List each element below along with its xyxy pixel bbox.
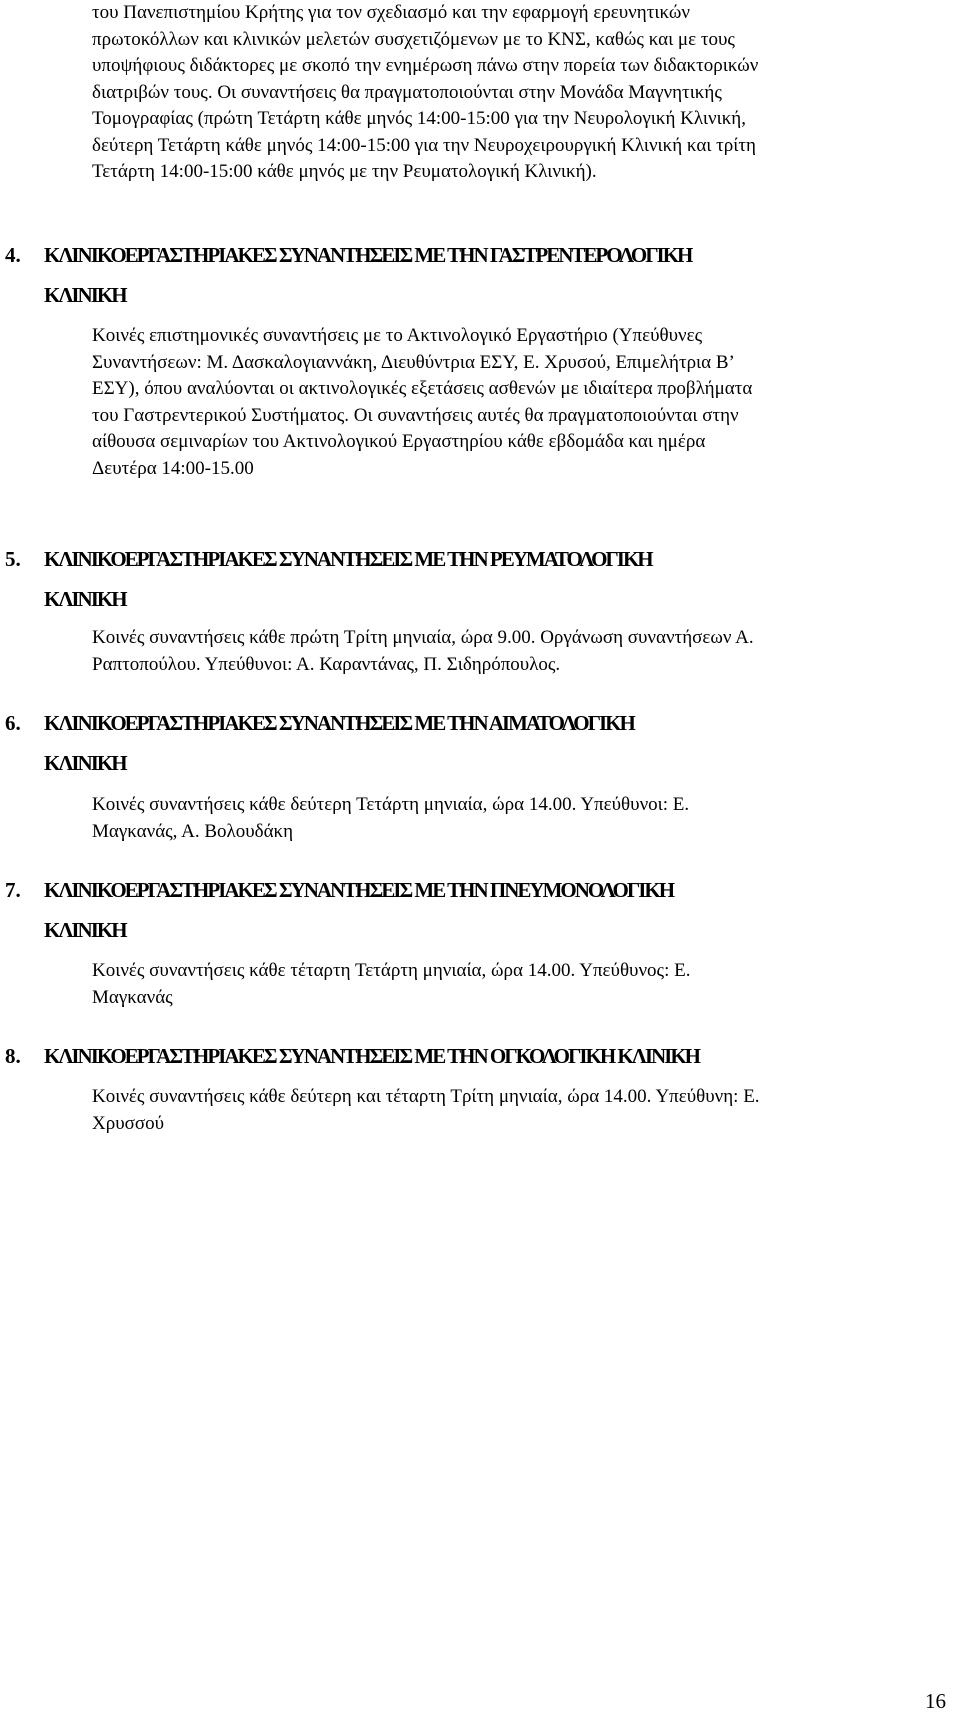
section-title-line: ΚΛΙΝΙΚΟΕΡΓΑΣΤΗΡΙΑΚΕΣ ΣΥΝΑΝΤΗΣΕΙΣ ΜΕ ΤΗΝ ΟΓΚΟΛΟΓΙΚΗ ΚΛΙΝΙΚΗ: [44, 1044, 700, 1068]
section-heading-6: [0, 703, 960, 783]
section-body-line: Χρυσσού: [92, 1112, 165, 1134]
section-body-line: Μαγκανάς, Α. Βολουδάκη: [92, 820, 294, 842]
section-title-line: ΚΛΙΝΙΚΟΕΡΓΑΣΤΗΡΙΑΚΕΣ ΣΥΝΑΝΤΗΣΕΙΣ ΜΕ ΤΗΝ ΓΑΣΤΡΕΝΤΕΡΟΛΟΓΙΚΗ: [44, 243, 692, 267]
section-body-line: Μαγκανάς: [92, 986, 173, 1008]
section-title-line: ΚΛΙΝΙΚΗ: [44, 918, 126, 942]
intro-line: του Πανεπιστημίου Κρήτης για τον σχεδιασμό και την εφαρμογή ερευνητικών: [92, 2, 690, 23]
section-number: 6.: [5, 711, 21, 735]
section-number: 8.: [5, 1044, 21, 1068]
intro-line: υποψήφιους διδάκτορες με σκοπό την ενημέρωση πάνω στην πορεία των διδακτορικών: [92, 55, 759, 76]
section-title-line: ΚΛΙΝΙΚΗ: [44, 587, 126, 611]
section-body-line: Κοινές συναντήσεις κάθε πρώτη Τρίτη μηνιαία, ώρα 9.00. Οργάνωση συναντήσεων Α.: [92, 627, 754, 648]
section-title-line: ΚΛΙΝΙΚΗ: [44, 283, 126, 307]
intro-line: δεύτερη Τετάρτη κάθε μηνός 14:00-15:00 για την Νευροχειρουργική Κλινική και τρίτη: [92, 134, 756, 156]
section-body-line: Κοινές επιστημονικές συναντήσεις με το Ακτινολογικό Εργαστήριο (Υπεύθυνες: [92, 325, 703, 346]
section-title-line: ΚΛΙΝΙΚΟΕΡΓΑΣΤΗΡΙΑΚΕΣ ΣΥΝΑΝΤΗΣΕΙΣ ΜΕ ΤΗΝ ΑΙΜΑΤΟΛΟΓΙΚΗ: [44, 711, 634, 735]
section-body-line: ΕΣΥ), όπου αναλύονται οι ακτινολογικές εξετάσεις ασθενών με ιδιαίτερα προβλήματα: [92, 378, 753, 399]
section-title-line: ΚΛΙΝΙΚΟΕΡΓΑΣΤΗΡΙΑΚΕΣ ΣΥΝΑΝΤΗΣΕΙΣ ΜΕ ΤΗΝ ΠΝΕΥΜΟΝΟΛΟΓΙΚΗ: [44, 878, 674, 902]
intro-paragraph: [92, 0, 892, 186]
section-body-line: του Γαστρεντερικού Συστήματος. Οι συναντήσεις αυτές θα πραγματοποιούνται στην: [92, 404, 739, 426]
section-body-line: Κοινές συναντήσεις κάθε δεύτερη Τετάρτη μηνιαία, ώρα 14.00. Υπεύθυνοι: Ε.: [92, 794, 690, 815]
intro-line: πρωτοκόλλων και κλινικών μελετών συσχετιζόμενων με το ΚΝΣ, καθώς και με τους: [92, 28, 735, 50]
section-heading-5: [0, 539, 960, 619]
section-heading-4: [0, 235, 960, 315]
section-body-line: Ραπτοπούλου. Υπεύθυνοι: Α. Καραντάνας, Π. Σιδηρόπουλος.: [92, 653, 561, 675]
section-heading-7: [0, 870, 960, 950]
section-body-5: [92, 625, 892, 678]
section-body-line: Συναντήσεων: Μ. Δασκαλογιαννάκη, Διευθύντρια ΕΣΥ, Ε. Χρυσού, Επιμελήτρια Β’: [92, 351, 735, 373]
section-body-line: Κοινές συναντήσεις κάθε τέταρτη Τετάρτη μηνιαία, ώρα 14.00. Υπεύθυνος: Ε.: [92, 960, 691, 981]
page-number: 16: [925, 1689, 946, 1713]
intro-line: Τετάρτη 14:00-15:00 κάθε μηνός με την Ρευματολογική Κλινική).: [92, 161, 597, 182]
intro-line: διατριβών τους. Οι συναντήσεις θα πραγματοποιούνται στην Μονάδα Μαγνητικής: [92, 81, 722, 103]
section-body-8: [92, 1084, 892, 1137]
intro-line: Τομογραφίας (πρώτη Τετάρτη κάθε μηνός 14:00-15:00 για την Νευρολογική Κλινική,: [92, 108, 746, 129]
section-title-line: ΚΛΙΝΙΚΟΕΡΓΑΣΤΗΡΙΑΚΕΣ ΣΥΝΑΝΤΗΣΕΙΣ ΜΕ ΤΗΝ ΡΕΥΜΑΤΟΛΟΓΙΚΗ: [44, 547, 652, 571]
section-title-line: ΚΛΙΝΙΚΗ: [44, 751, 126, 775]
section-body-line: Δευτέρα 14:00-15.00: [92, 457, 254, 479]
section-body-6: [92, 792, 892, 845]
section-body-4: [92, 323, 892, 482]
section-heading-8: [0, 1036, 960, 1076]
section-number: 7.: [5, 878, 21, 902]
section-body-line: αίθουσα σεμιναρίων του Ακτινολογικού Εργαστηρίου κάθε εβδομάδα και ημέρα: [92, 431, 706, 452]
section-number: 5.: [5, 547, 21, 571]
section-number: 4.: [5, 243, 21, 267]
section-body-7: [92, 958, 892, 1011]
section-body-line: Κοινές συναντήσεις κάθε δεύτερη και τέταρτη Τρίτη μηνιαία, ώρα 14.00. Υπεύθυνη: Ε.: [92, 1086, 760, 1107]
